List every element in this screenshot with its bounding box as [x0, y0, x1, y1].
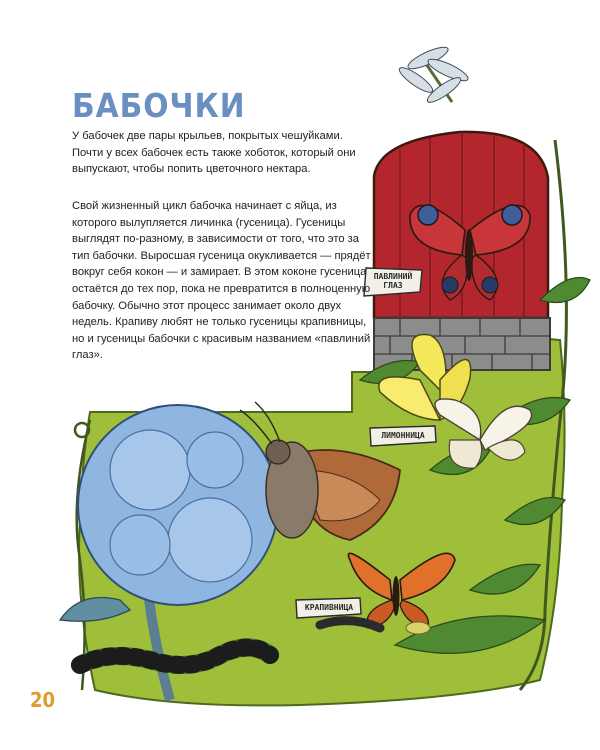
- page-number: 20: [30, 688, 56, 712]
- egg-cluster: [406, 622, 430, 634]
- peacock-label: ПАВЛИНИЙ ГЛАЗ: [373, 272, 413, 290]
- brimstone-label: ЛИМОННИЦА: [381, 431, 425, 440]
- lifecycle-paragraph: Свой жизненный цикл бабочка начинает с яйца, из которого вылупляется личинка (гусеница). Гусеницы выглядят по-разному, в зависимости от того, что это за тип бабочки. Выросшая гусеница окукливается — прядёт вокруг себя кокон — и замирает. В этом коконе гусеница остаётся до тех пор, пока не превратится в полноценную бабочку. Обычно этот процесс занимает около двух недель. Крапиву любят не только гусеницы крапивницы, но и гусеницы бабочки с красивым названием «павлиний глаз».: [72, 200, 371, 362]
- tortoiseshell-label: КРАПИВНИЦА: [304, 603, 354, 612]
- intro-paragraph: У бабочек две пары крыльев, покрытых чешуйками. Почти у всех бабочек есть также хоботок, который они выпускают, чтобы попить цветочного нектара.: [72, 130, 356, 176]
- dragonfly: [396, 43, 470, 106]
- page-title: БАБОЧКИ: [72, 86, 246, 125]
